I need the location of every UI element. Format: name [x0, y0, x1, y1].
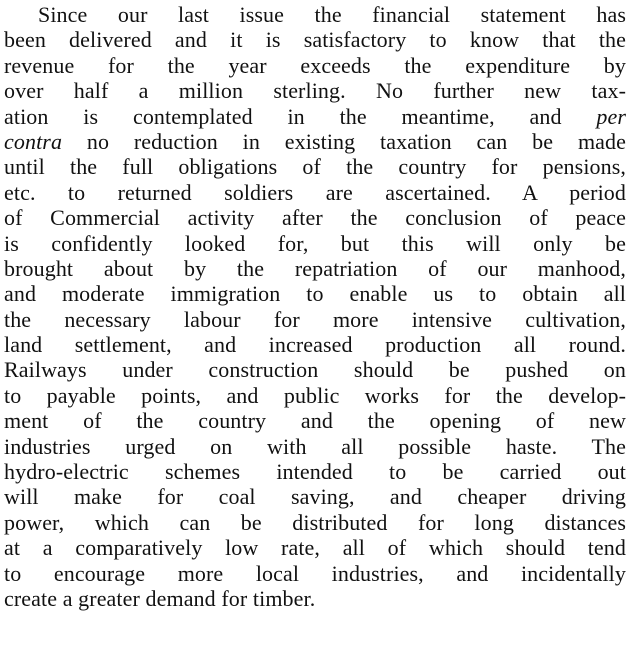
- text-line-13: the necessary labour for more intensive cultivation,: [4, 306, 626, 332]
- text-line-11: brought about by the repatriation of our manhood,: [4, 255, 626, 281]
- text-line-3: revenue for the year exceeds the expenditure by: [4, 52, 626, 78]
- article-paragraph: [4, 2, 626, 611]
- text-line-1: Since our last issue the financial statement has: [38, 2, 626, 27]
- text-line-20: will make for coal saving, and cheaper driving: [4, 484, 626, 510]
- text-line-10: is confidently looked for, but this will only be: [4, 230, 626, 256]
- text-line-5: [4, 104, 626, 129]
- text-line-22: at a comparatively low rate, all of which should tend: [4, 535, 626, 561]
- text-line-4: over half a million sterling. No further new tax-: [4, 78, 626, 104]
- text-line-24: create a greater demand for timber.: [4, 585, 316, 611]
- text-line-23: to encourage more local industries, and incidentally: [4, 560, 626, 586]
- text-line-9: of Commercial activity after the conclusion of peace: [4, 205, 626, 231]
- text-line-8: etc. to returned soldiers are ascertained. A period: [4, 179, 626, 205]
- text-line-12: and moderate immigration to enable us to obtain all: [4, 281, 626, 307]
- text-line-16: to payable points, and public works for the develop-: [4, 382, 626, 408]
- text-line-14: land settlement, and increased production all round.: [4, 332, 626, 358]
- text-line-19: hydro-electric schemes intended to be carried out: [4, 459, 626, 485]
- text-line-21: power, which can be distributed for long distances: [4, 509, 626, 535]
- italic-per: per: [596, 103, 626, 129]
- text-line-6: [4, 129, 626, 154]
- text-line-15: Railways under construction should be pushed on: [4, 357, 626, 383]
- text-line-7: until the full obligations of the country for pensions,: [4, 154, 626, 180]
- text-line-5-start: ation is contemplated in the meantime, and: [4, 103, 597, 129]
- text-line-17: ment of the country and the opening of new: [4, 408, 626, 434]
- text-line-18: industries urged on with all possible haste. The: [4, 433, 626, 459]
- text-line-2: been delivered and it is satisfactory to know that the: [4, 27, 626, 53]
- text-line-6-rest: no reduction in existing taxation can be made: [62, 128, 626, 154]
- italic-contra: contra: [4, 128, 63, 154]
